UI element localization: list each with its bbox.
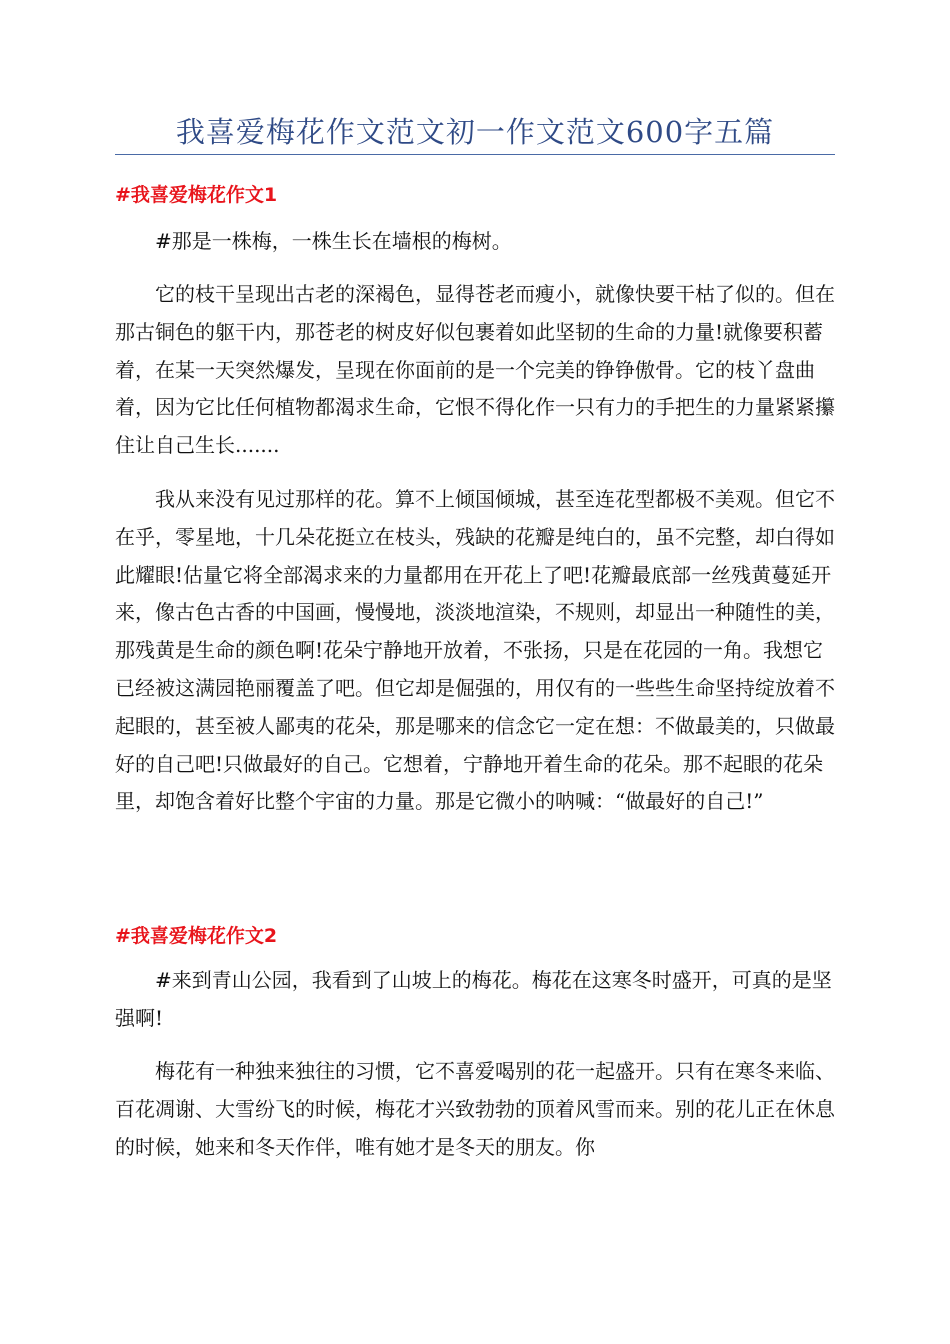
- section-heading-1: #我喜爱梅花作文1: [115, 184, 278, 206]
- title-underline: [115, 154, 835, 155]
- paragraph: 梅花有一种独来独往的习惯，它不喜爱喝别的花一起盛开。只有在寒冬来临、百花凋谢、大雪纷飞的时候，梅花才兴致勃勃的顶着风雪而来。别的花儿正在休息的时候，她来和冬天作伴，唯有她才是冬天的朋友。你: [115, 1059, 835, 1159]
- section-heading-2: #我喜爱梅花作文2: [115, 925, 278, 947]
- page-title: 我喜爱梅花作文范文初一作文范文600字五篇: [175, 115, 775, 149]
- paragraph: 它的枝干呈现出古老的深褐色，显得苍老而瘦小，就像快要干枯了似的。但在那古铜色的躯干内，那苍老的树皮好似包裹着如此坚韧的生命的力量!就像要积蓄着，在某一天突然爆发，呈现在你面前的是一个完美的铮铮傲骨。它的枝丫盘曲着，因为它比任何植物都渴求生命，它恨不得化作一只有力的手把生的力量紧紧攥住让自己生长.......: [115, 282, 835, 458]
- paragraph: #那是一株梅，一株生长在墙根的梅树。: [155, 229, 512, 253]
- paragraph: #来到青山公园，我看到了山坡上的梅花。梅花在这寒冬时盛开，可真的是坚强啊!: [115, 968, 832, 1030]
- paragraph: 我从来没有见过那样的花。算不上倾国倾城，甚至连花型都极不美观。但它不在乎，零星地，十几朵花挺立在枝头，残缺的花瓣是纯白的，虽不完整，却白得如此耀眼!估量它将全部渴求来的力量都用在开花上了吧!花瓣最底部一丝残黄蔓延开来，像古色古香的中国画，慢慢地，淡淡地渲染，不规则，却显出一种随性的美，那残黄是生命的颜色啊!花朵宁静地开放着，不张扬，只是在花园的一角。我想它已经被这满园艳丽覆盖了吧。但它却是倔强的，用仅有的一些些生命坚持绽放着不起眼的，甚至被人鄙夷的花朵，那是哪来的信念它一定在想：不做最美的，只做最好的自己吧!只做最好的自己。它想着，宁静地开着生命的花朵。那不起眼的花朵里，却饱含着好比整个宇宙的力量。那是它微小的呐喊：“做最好的自己!”: [115, 487, 835, 814]
